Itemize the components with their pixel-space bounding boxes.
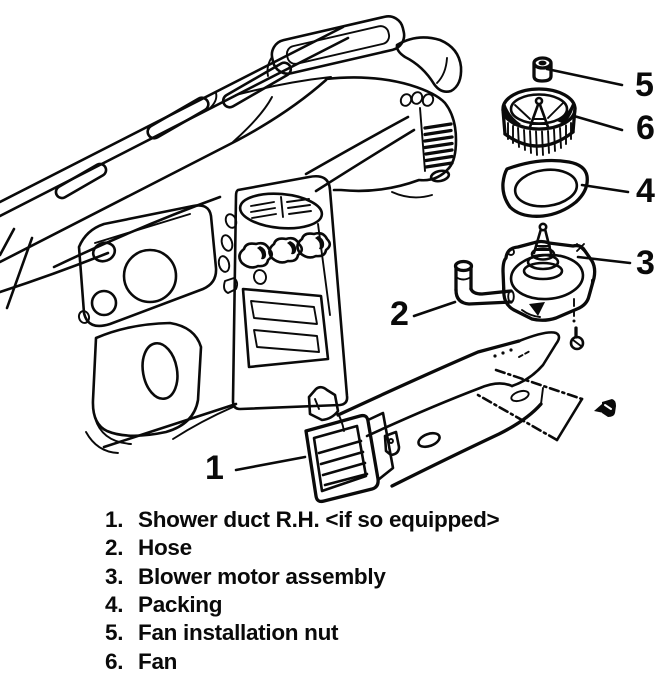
callout-number-6: 6	[636, 109, 654, 147]
leader-line-1	[236, 457, 305, 470]
column-lower-lip	[86, 432, 118, 453]
legend-item-number: 5.	[105, 620, 124, 646]
hvac-knobs	[239, 233, 329, 267]
louver-bars	[425, 124, 452, 167]
legend-item-number: 3.	[105, 563, 124, 589]
radio-opening-lower	[254, 330, 319, 352]
duct-top-edge	[338, 341, 519, 415]
a-pillar-line	[0, 229, 14, 255]
radio-opening-upper	[251, 301, 317, 324]
legend-item-6	[0, 647, 672, 675]
console-vent	[239, 190, 324, 231]
alignment-edge	[557, 399, 582, 440]
console-button	[217, 255, 231, 273]
leader-line-3	[578, 257, 630, 263]
packing-inner-opening	[513, 166, 579, 209]
legend-item-label: Packing	[138, 592, 223, 618]
cluster-inner-line	[95, 214, 190, 243]
flange-bolt-hole	[508, 249, 514, 255]
radio-slot	[243, 289, 328, 367]
instrument-cluster	[78, 205, 216, 326]
dashboard-drawing	[0, 13, 461, 453]
dash-face-line	[0, 253, 108, 292]
louver-panel-edge	[420, 108, 425, 171]
legend-item-label: Fan installation nut	[138, 620, 339, 646]
legend-item-1	[0, 506, 672, 534]
callout-number-3: 3	[636, 244, 654, 282]
duct-dot	[493, 354, 496, 357]
hose-stub-top	[456, 262, 472, 271]
screw-axis-dot	[573, 320, 576, 323]
side-louver-vent	[425, 124, 452, 167]
duct-oval-slot	[417, 431, 442, 450]
corner-vent-scallop	[410, 90, 424, 105]
dash-hump-front-line	[236, 77, 331, 95]
hvac-knob	[239, 243, 271, 267]
duct-tip-dashes	[519, 351, 530, 357]
corner-vent-scallop	[399, 92, 413, 107]
end-cap-hook-line	[437, 58, 447, 83]
motor-connector	[529, 302, 545, 316]
duct-dot	[509, 348, 512, 351]
legend-item-number: 2.	[105, 535, 124, 561]
callout-number-4: 4	[636, 172, 654, 210]
console-bottom-line	[173, 407, 233, 439]
cluster-bezel	[79, 205, 216, 326]
leader-line-2	[414, 302, 455, 316]
console-button	[220, 234, 234, 252]
legend-item-number: 4.	[105, 592, 124, 618]
blower-motor-part	[503, 224, 595, 323]
legend-item-2	[0, 534, 672, 562]
duct-screw	[594, 399, 616, 417]
fan-part	[503, 89, 575, 155]
nut-hole	[539, 61, 547, 66]
duct-top-clip	[309, 387, 338, 420]
dash-end-cap	[306, 37, 461, 197]
parts-legend	[0, 506, 672, 676]
screw-slot	[573, 340, 581, 346]
leader-line-5	[547, 69, 622, 85]
vent-divider	[281, 197, 283, 217]
duct-latch-hole	[389, 439, 393, 443]
knob-highlight	[257, 246, 266, 259]
column-end-face	[138, 340, 181, 401]
hvac-knob	[297, 233, 329, 257]
duct-bottom-edge	[392, 404, 541, 486]
duct-side-slot	[510, 389, 530, 403]
exploded-parts	[306, 58, 616, 501]
a-pillar-line	[7, 238, 32, 308]
grille-end-line	[268, 57, 273, 76]
small-gauge	[92, 291, 116, 315]
legend-item-5	[0, 619, 672, 647]
legend-item-label: Blower motor assembly	[138, 563, 386, 589]
legend-item-label: Hose	[138, 535, 192, 561]
leader-line-6	[574, 116, 622, 130]
knob-highlight	[315, 236, 324, 249]
console-button	[253, 269, 267, 285]
legend-item-3	[0, 563, 672, 591]
motor-shaft-tip	[540, 224, 546, 230]
defroster-slot	[145, 95, 210, 140]
speedometer-gauge	[124, 250, 176, 302]
legend-item-label: Fan	[138, 648, 178, 674]
steering-column	[86, 323, 236, 453]
end-cap-top-edge	[326, 77, 456, 168]
mounting-screw	[571, 328, 583, 349]
column-body	[93, 323, 201, 436]
fan-cone-tip	[536, 98, 542, 104]
legend-item-label: Shower duct R.H. <if so equipped>	[138, 507, 500, 533]
legend-item-number: 6.	[105, 648, 124, 674]
legend-item-4	[0, 591, 672, 619]
fan-cage-bottom	[505, 132, 573, 146]
hose-ring	[456, 277, 471, 280]
leader-line-4	[582, 185, 628, 192]
legend-item-number: 1.	[105, 507, 124, 533]
callout-number-2: 2	[390, 295, 408, 333]
duct-tail-end	[541, 388, 543, 404]
defroster-slot	[54, 162, 108, 200]
dash-lower-edge-line	[104, 404, 236, 447]
callout-number-5: 5	[635, 66, 653, 104]
alignment-dashdot-lines	[478, 370, 582, 440]
knob-highlight	[287, 241, 296, 254]
duct-dot	[501, 351, 504, 354]
packing-part	[503, 161, 587, 217]
fan-cone-bands	[531, 119, 547, 124]
callout-number-1: 1	[205, 449, 223, 487]
dash-band-bottom-line	[0, 80, 326, 262]
end-cap-lower-line	[392, 192, 432, 197]
